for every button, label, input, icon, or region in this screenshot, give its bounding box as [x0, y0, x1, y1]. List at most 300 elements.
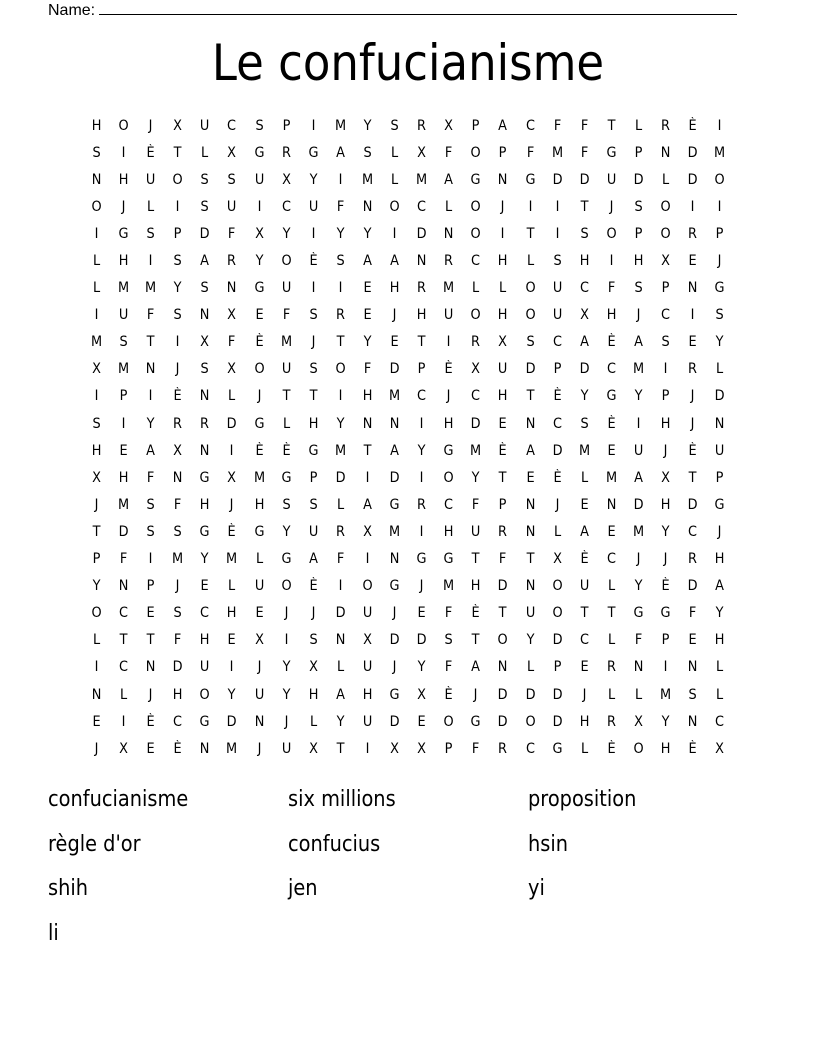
- grid-letter[interactable]: U: [362, 605, 373, 622]
- grid-letter[interactable]: L: [228, 388, 236, 405]
- grid-letter[interactable]: Y: [228, 686, 236, 703]
- grid-letter[interactable]: D: [633, 496, 644, 513]
- grid-letter[interactable]: È: [580, 551, 589, 568]
- grid-letter[interactable]: N: [200, 388, 210, 405]
- grid-letter[interactable]: H: [118, 469, 129, 486]
- grid-letter[interactable]: S: [580, 225, 589, 242]
- grid-letter[interactable]: È: [309, 253, 318, 270]
- grid-letter[interactable]: C: [417, 198, 427, 215]
- grid-letter[interactable]: S: [390, 117, 399, 134]
- grid-letter[interactable]: M: [659, 686, 672, 703]
- grid-letter[interactable]: D: [416, 632, 427, 649]
- grid-letter[interactable]: H: [254, 496, 264, 513]
- grid-letter[interactable]: J: [663, 442, 668, 459]
- grid-letter[interactable]: T: [499, 469, 507, 486]
- grid-letter[interactable]: S: [336, 253, 345, 270]
- grid-letter[interactable]: S: [200, 171, 210, 188]
- grid-letter[interactable]: U: [606, 171, 617, 188]
- grid-letter[interactable]: E: [119, 442, 128, 459]
- grid-letter[interactable]: R: [335, 523, 345, 540]
- grid-letter[interactable]: G: [389, 496, 400, 513]
- grid-letter[interactable]: N: [525, 523, 535, 540]
- grid-letter[interactable]: C: [552, 415, 562, 432]
- grid-letter[interactable]: H: [606, 307, 617, 324]
- grid-letter[interactable]: M: [253, 469, 265, 486]
- grid-letter[interactable]: A: [146, 442, 156, 459]
- grid-letter[interactable]: X: [444, 117, 454, 134]
- grid-letter[interactable]: F: [174, 632, 182, 649]
- grid-letter[interactable]: D: [714, 388, 725, 405]
- grid-letter[interactable]: X: [661, 469, 670, 486]
- grid-letter[interactable]: P: [634, 225, 643, 242]
- grid-letter[interactable]: S: [309, 632, 318, 649]
- grid-letter[interactable]: R: [444, 253, 454, 270]
- grid-letter[interactable]: L: [147, 198, 155, 215]
- grid-letter[interactable]: U: [200, 117, 210, 134]
- grid-letter[interactable]: S: [444, 632, 453, 649]
- grid-letter[interactable]: P: [553, 361, 562, 378]
- grid-letter[interactable]: G: [254, 415, 265, 432]
- grid-letter[interactable]: I: [94, 659, 99, 676]
- grid-letter[interactable]: I: [148, 388, 153, 405]
- grid-letter[interactable]: T: [282, 388, 291, 405]
- grid-letter[interactable]: H: [633, 253, 644, 270]
- grid-letter[interactable]: J: [392, 605, 397, 622]
- grid-letter[interactable]: O: [524, 307, 536, 324]
- grid-letter[interactable]: Y: [200, 551, 209, 568]
- grid-letter[interactable]: X: [552, 551, 562, 568]
- grid-letter[interactable]: S: [173, 605, 182, 622]
- grid-letter[interactable]: L: [92, 280, 101, 297]
- grid-letter[interactable]: Y: [363, 334, 372, 351]
- grid-letter[interactable]: F: [147, 307, 155, 324]
- grid-letter[interactable]: I: [392, 225, 397, 242]
- grid-letter[interactable]: C: [471, 388, 481, 405]
- grid-letter[interactable]: U: [227, 198, 237, 215]
- grid-letter[interactable]: S: [580, 415, 589, 432]
- grid-letter[interactable]: Y: [417, 442, 426, 459]
- grid-letter[interactable]: I: [663, 659, 668, 676]
- grid-letter[interactable]: C: [525, 117, 535, 134]
- name-blank-line[interactable]: [99, 0, 737, 15]
- grid-letter[interactable]: T: [688, 469, 697, 486]
- grid-letter[interactable]: O: [552, 578, 563, 595]
- grid-letter[interactable]: N: [525, 578, 535, 595]
- grid-letter[interactable]: H: [471, 578, 481, 595]
- grid-letter[interactable]: C: [119, 659, 129, 676]
- grid-letter[interactable]: H: [498, 388, 508, 405]
- grid-letter[interactable]: L: [390, 144, 399, 161]
- grid-letter[interactable]: A: [363, 253, 372, 270]
- grid-letter[interactable]: O: [91, 198, 102, 215]
- grid-letter[interactable]: T: [499, 605, 507, 622]
- grid-letter[interactable]: C: [173, 713, 183, 730]
- grid-letter[interactable]: P: [282, 117, 291, 134]
- grid-letter[interactable]: T: [173, 144, 182, 161]
- grid-letter[interactable]: R: [227, 253, 237, 270]
- grid-letter[interactable]: S: [92, 415, 101, 432]
- grid-letter[interactable]: U: [633, 442, 644, 459]
- grid-letter[interactable]: G: [606, 388, 617, 405]
- grid-letter[interactable]: H: [172, 686, 183, 703]
- grid-letter[interactable]: R: [200, 415, 210, 432]
- grid-letter[interactable]: L: [716, 659, 724, 676]
- grid-letter[interactable]: È: [498, 442, 508, 459]
- grid-letter[interactable]: M: [172, 551, 184, 568]
- grid-letter[interactable]: X: [661, 253, 670, 270]
- grid-letter[interactable]: M: [334, 117, 346, 134]
- grid-letter[interactable]: I: [311, 117, 316, 134]
- grid-letter[interactable]: C: [471, 253, 481, 270]
- grid-letter[interactable]: F: [445, 144, 453, 161]
- grid-letter[interactable]: X: [92, 469, 101, 486]
- grid-letter[interactable]: S: [255, 117, 264, 134]
- grid-letter[interactable]: D: [227, 713, 237, 730]
- grid-letter[interactable]: I: [419, 469, 424, 486]
- grid-letter[interactable]: Y: [255, 253, 264, 270]
- grid-letter[interactable]: U: [362, 659, 373, 676]
- grid-letter[interactable]: J: [284, 605, 289, 622]
- grid-letter[interactable]: X: [498, 334, 508, 351]
- grid-letter[interactable]: X: [119, 740, 129, 757]
- grid-letter[interactable]: T: [526, 551, 534, 568]
- grid-letter[interactable]: G: [525, 171, 536, 188]
- grid-letter[interactable]: L: [282, 415, 290, 432]
- grid-letter[interactable]: F: [688, 605, 697, 622]
- grid-letter[interactable]: T: [309, 388, 318, 405]
- grid-letter[interactable]: H: [227, 605, 237, 622]
- grid-letter[interactable]: J: [446, 388, 451, 405]
- grid-letter[interactable]: P: [146, 578, 155, 595]
- grid-letter[interactable]: U: [525, 605, 535, 622]
- grid-letter[interactable]: J: [690, 415, 695, 432]
- grid-letter[interactable]: G: [714, 280, 725, 297]
- grid-letter[interactable]: J: [690, 388, 695, 405]
- grid-letter[interactable]: J: [94, 496, 99, 513]
- grid-letter[interactable]: I: [365, 740, 370, 757]
- grid-letter[interactable]: G: [254, 280, 265, 297]
- grid-letter[interactable]: A: [579, 334, 589, 351]
- grid-letter[interactable]: X: [634, 713, 643, 730]
- grid-letter[interactable]: G: [660, 605, 671, 622]
- grid-letter[interactable]: D: [118, 523, 129, 540]
- grid-letter[interactable]: X: [390, 740, 399, 757]
- grid-letter[interactable]: J: [257, 659, 262, 676]
- grid-letter[interactable]: G: [633, 605, 644, 622]
- grid-letter[interactable]: M: [551, 144, 563, 161]
- grid-letter[interactable]: C: [444, 496, 454, 513]
- grid-letter[interactable]: G: [118, 225, 129, 242]
- grid-letter[interactable]: I: [690, 198, 695, 215]
- grid-letter[interactable]: O: [362, 578, 373, 595]
- grid-letter[interactable]: P: [173, 225, 182, 242]
- grid-letter[interactable]: H: [579, 253, 590, 270]
- grid-letter[interactable]: L: [201, 144, 209, 161]
- grid-letter[interactable]: O: [660, 198, 671, 215]
- grid-letter[interactable]: D: [199, 225, 210, 242]
- grid-letter[interactable]: F: [336, 551, 345, 568]
- grid-letter[interactable]: T: [363, 442, 372, 459]
- grid-letter[interactable]: È: [146, 144, 155, 161]
- grid-letter[interactable]: O: [470, 144, 481, 161]
- grid-letter[interactable]: A: [444, 171, 454, 188]
- grid-letter[interactable]: Y: [715, 334, 724, 351]
- grid-letter[interactable]: J: [473, 686, 478, 703]
- grid-letter[interactable]: F: [336, 198, 345, 215]
- grid-letter[interactable]: E: [227, 632, 237, 649]
- grid-letter[interactable]: M: [470, 442, 482, 459]
- grid-letter[interactable]: O: [281, 578, 292, 595]
- grid-letter[interactable]: È: [607, 415, 616, 432]
- grid-letter[interactable]: E: [146, 605, 155, 622]
- grid-letter[interactable]: H: [91, 442, 102, 459]
- grid-letter[interactable]: D: [687, 496, 698, 513]
- grid-letter[interactable]: D: [552, 632, 563, 649]
- grid-letter[interactable]: P: [634, 144, 643, 161]
- grid-letter[interactable]: L: [716, 361, 724, 378]
- grid-letter[interactable]: L: [553, 523, 561, 540]
- grid-letter[interactable]: L: [255, 551, 263, 568]
- grid-letter[interactable]: A: [579, 523, 589, 540]
- grid-letter[interactable]: È: [607, 740, 616, 757]
- grid-letter[interactable]: U: [498, 361, 508, 378]
- grid-letter[interactable]: D: [579, 171, 590, 188]
- grid-letter[interactable]: G: [281, 469, 292, 486]
- grid-letter[interactable]: U: [362, 713, 373, 730]
- grid-letter[interactable]: F: [472, 740, 480, 757]
- grid-letter[interactable]: I: [148, 253, 153, 270]
- grid-letter[interactable]: L: [309, 713, 317, 730]
- grid-letter[interactable]: S: [309, 361, 318, 378]
- grid-letter[interactable]: U: [281, 361, 291, 378]
- grid-letter[interactable]: M: [280, 334, 292, 351]
- grid-letter[interactable]: T: [526, 225, 534, 242]
- grid-letter[interactable]: J: [717, 523, 722, 540]
- grid-letter[interactable]: R: [281, 144, 291, 161]
- grid-letter[interactable]: X: [363, 523, 372, 540]
- grid-letter[interactable]: H: [91, 117, 102, 134]
- grid-letter[interactable]: X: [281, 171, 291, 188]
- grid-letter[interactable]: È: [282, 442, 291, 459]
- grid-letter[interactable]: È: [553, 388, 562, 405]
- grid-letter[interactable]: R: [606, 713, 616, 730]
- grid-letter[interactable]: J: [148, 686, 153, 703]
- grid-letter[interactable]: S: [282, 496, 291, 513]
- grid-letter[interactable]: E: [200, 578, 209, 595]
- grid-letter[interactable]: D: [389, 713, 400, 730]
- grid-letter[interactable]: I: [365, 551, 370, 568]
- grid-letter[interactable]: U: [281, 740, 291, 757]
- grid-letter[interactable]: J: [555, 496, 560, 513]
- grid-letter[interactable]: F: [445, 659, 453, 676]
- grid-letter[interactable]: J: [636, 307, 641, 324]
- grid-letter[interactable]: I: [717, 117, 722, 134]
- grid-letter[interactable]: U: [444, 307, 454, 324]
- grid-letter[interactable]: N: [498, 171, 508, 188]
- grid-letter[interactable]: I: [94, 225, 99, 242]
- grid-letter[interactable]: N: [335, 632, 346, 649]
- grid-letter[interactable]: L: [472, 280, 480, 297]
- grid-letter[interactable]: S: [688, 686, 697, 703]
- grid-letter[interactable]: N: [606, 496, 617, 513]
- grid-letter[interactable]: R: [471, 334, 481, 351]
- grid-letter[interactable]: Y: [634, 388, 643, 405]
- grid-letter[interactable]: U: [118, 307, 129, 324]
- grid-letter[interactable]: A: [471, 659, 481, 676]
- grid-letter[interactable]: L: [92, 632, 101, 649]
- grid-letter[interactable]: P: [553, 659, 562, 676]
- grid-letter[interactable]: R: [606, 659, 616, 676]
- grid-letter[interactable]: H: [660, 496, 671, 513]
- grid-letter[interactable]: H: [389, 280, 400, 297]
- grid-letter[interactable]: F: [119, 551, 128, 568]
- grid-letter[interactable]: M: [389, 523, 401, 540]
- grid-letter[interactable]: N: [687, 659, 698, 676]
- grid-letter[interactable]: G: [443, 442, 454, 459]
- grid-letter[interactable]: I: [175, 334, 180, 351]
- grid-letter[interactable]: D: [579, 361, 590, 378]
- grid-letter[interactable]: O: [524, 280, 536, 297]
- grid-letter[interactable]: L: [526, 659, 534, 676]
- grid-letter[interactable]: J: [419, 578, 424, 595]
- grid-letter[interactable]: X: [417, 740, 427, 757]
- grid-letter[interactable]: I: [284, 632, 289, 649]
- grid-letter[interactable]: S: [173, 253, 182, 270]
- grid-letter[interactable]: N: [633, 659, 644, 676]
- grid-letter[interactable]: R: [417, 280, 427, 297]
- grid-letter[interactable]: F: [472, 496, 480, 513]
- grid-letter[interactable]: U: [254, 578, 264, 595]
- grid-letter[interactable]: X: [173, 117, 183, 134]
- grid-letter[interactable]: I: [311, 225, 316, 242]
- grid-letter[interactable]: I: [338, 171, 343, 188]
- grid-letter[interactable]: N: [200, 307, 210, 324]
- grid-letter[interactable]: È: [688, 442, 697, 459]
- grid-letter[interactable]: D: [470, 415, 481, 432]
- grid-letter[interactable]: I: [121, 415, 126, 432]
- grid-letter[interactable]: S: [146, 523, 155, 540]
- grid-letter[interactable]: C: [661, 307, 671, 324]
- grid-letter[interactable]: U: [281, 280, 291, 297]
- grid-letter[interactable]: S: [119, 334, 128, 351]
- grid-letter[interactable]: H: [118, 253, 129, 270]
- grid-letter[interactable]: S: [715, 307, 724, 324]
- grid-letter[interactable]: D: [552, 686, 563, 703]
- grid-letter[interactable]: D: [552, 713, 563, 730]
- grid-letter[interactable]: T: [336, 334, 345, 351]
- grid-letter[interactable]: L: [580, 469, 588, 486]
- grid-letter[interactable]: N: [91, 171, 102, 188]
- grid-letter[interactable]: È: [255, 334, 264, 351]
- grid-letter[interactable]: Y: [661, 523, 670, 540]
- grid-letter[interactable]: X: [308, 740, 318, 757]
- grid-letter[interactable]: S: [173, 307, 182, 324]
- grid-letter[interactable]: F: [526, 144, 534, 161]
- grid-letter[interactable]: U: [200, 659, 210, 676]
- grid-letter[interactable]: T: [119, 632, 128, 649]
- grid-letter[interactable]: E: [580, 496, 589, 513]
- grid-letter[interactable]: I: [311, 280, 316, 297]
- grid-letter[interactable]: I: [446, 334, 451, 351]
- grid-letter[interactable]: S: [200, 280, 210, 297]
- grid-letter[interactable]: M: [90, 334, 103, 351]
- grid-letter[interactable]: J: [636, 551, 641, 568]
- grid-letter[interactable]: J: [175, 361, 180, 378]
- grid-letter[interactable]: N: [145, 361, 156, 378]
- grid-letter[interactable]: L: [634, 117, 643, 134]
- grid-letter[interactable]: P: [499, 144, 507, 161]
- grid-letter[interactable]: X: [308, 659, 318, 676]
- grid-letter[interactable]: C: [606, 361, 616, 378]
- grid-letter[interactable]: L: [390, 171, 399, 188]
- grid-letter[interactable]: E: [580, 659, 589, 676]
- grid-letter[interactable]: U: [552, 307, 562, 324]
- grid-letter[interactable]: I: [94, 307, 99, 324]
- grid-letter[interactable]: I: [121, 713, 126, 730]
- grid-letter[interactable]: I: [230, 442, 234, 459]
- grid-letter[interactable]: X: [254, 225, 264, 242]
- grid-letter[interactable]: C: [715, 713, 725, 730]
- grid-letter[interactable]: M: [443, 578, 455, 595]
- grid-letter[interactable]: J: [501, 198, 505, 215]
- grid-letter[interactable]: Y: [282, 225, 291, 242]
- grid-letter[interactable]: X: [227, 469, 237, 486]
- grid-letter[interactable]: H: [443, 415, 454, 432]
- grid-letter[interactable]: H: [443, 523, 454, 540]
- grid-letter[interactable]: I: [257, 198, 262, 215]
- grid-letter[interactable]: G: [470, 171, 481, 188]
- grid-letter[interactable]: L: [607, 686, 615, 703]
- grid-letter[interactable]: M: [145, 280, 157, 297]
- grid-letter[interactable]: U: [471, 523, 481, 540]
- grid-letter[interactable]: X: [417, 686, 427, 703]
- grid-letter[interactable]: H: [416, 307, 427, 324]
- grid-letter[interactable]: I: [230, 659, 234, 676]
- grid-letter[interactable]: O: [606, 225, 617, 242]
- grid-letter[interactable]: D: [497, 713, 508, 730]
- grid-letter[interactable]: M: [578, 442, 590, 459]
- grid-letter[interactable]: X: [471, 361, 481, 378]
- grid-letter[interactable]: I: [175, 198, 180, 215]
- grid-letter[interactable]: I: [663, 361, 668, 378]
- grid-letter[interactable]: I: [338, 280, 343, 297]
- grid-letter[interactable]: X: [200, 334, 210, 351]
- grid-letter[interactable]: D: [525, 686, 536, 703]
- grid-letter[interactable]: C: [688, 523, 698, 540]
- grid-letter[interactable]: N: [443, 225, 454, 242]
- grid-letter[interactable]: J: [392, 307, 397, 324]
- grid-letter[interactable]: X: [715, 740, 725, 757]
- grid-letter[interactable]: È: [688, 740, 697, 757]
- grid-letter[interactable]: M: [632, 361, 644, 378]
- grid-letter[interactable]: O: [254, 361, 265, 378]
- grid-letter[interactable]: T: [607, 605, 616, 622]
- grid-letter[interactable]: Y: [526, 632, 534, 649]
- grid-letter[interactable]: G: [389, 578, 400, 595]
- grid-letter[interactable]: N: [227, 280, 237, 297]
- grid-letter[interactable]: R: [498, 523, 508, 540]
- grid-letter[interactable]: E: [525, 469, 535, 486]
- grid-letter[interactable]: O: [443, 713, 454, 730]
- grid-letter[interactable]: T: [146, 632, 155, 649]
- grid-letter[interactable]: È: [688, 117, 697, 134]
- grid-letter[interactable]: O: [389, 198, 400, 215]
- grid-letter[interactable]: M: [443, 280, 455, 297]
- grid-letter[interactable]: J: [257, 740, 262, 757]
- grid-letter[interactable]: G: [552, 740, 563, 757]
- grid-letter[interactable]: Y: [580, 388, 589, 405]
- grid-letter[interactable]: L: [607, 632, 615, 649]
